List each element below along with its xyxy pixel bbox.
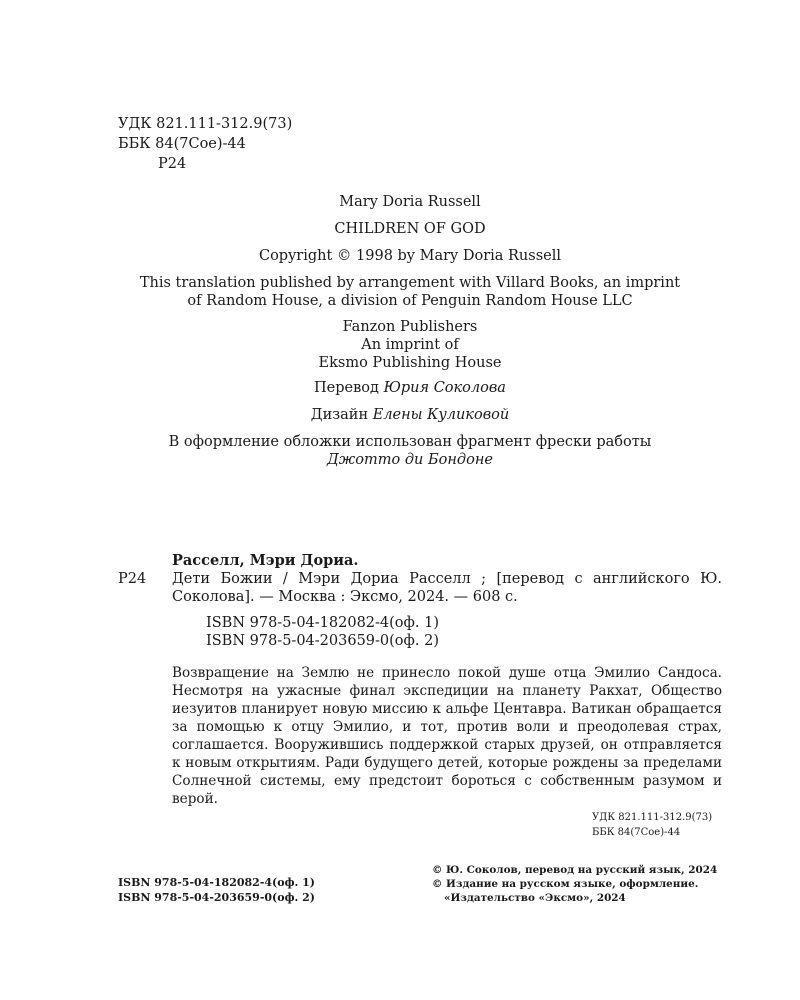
- translation-arrangement: [100, 274, 720, 310]
- original-author: Mary Doria Russell: [339, 194, 481, 210]
- footer-copyright-block: [432, 863, 717, 905]
- classification-block: [118, 114, 292, 174]
- design-credit: [100, 406, 720, 424]
- cover-line-1: В оформление обложки использован фрагмент фрески работы: [168, 434, 652, 450]
- footer-isbn-1: ISBN 978-5-04-182082-4(оф. 1): [118, 876, 316, 889]
- translator-name: Юрия Соколова: [383, 380, 506, 396]
- footer-isbn-2: ISBN 978-5-04-203659-0(оф. 2): [118, 891, 316, 904]
- publisher-line-3: Eksmo Publishing House: [318, 355, 502, 371]
- translation-line-1: This translation published by arrangement with Villard Books, an imprint: [139, 275, 681, 291]
- annotation-codes: [592, 810, 712, 840]
- udk-code: УДК 821.111-312.9(73): [118, 116, 293, 132]
- footer-copyright-3: «Издательство «Эксмо», 2024: [444, 892, 626, 904]
- original-title: CHILDREN OF GOD: [334, 221, 486, 237]
- bib-isbn-2: ISBN 978-5-04-203659-0(оф. 2): [206, 633, 439, 649]
- designer-name: Елены Куликовой: [372, 407, 510, 423]
- cover-artist: Джотто ди Бондоне: [327, 452, 493, 468]
- footer-copyright-1: © Ю. Соколов, перевод на русский язык, 2024: [432, 864, 718, 876]
- publisher-line-1: Fanzon Publishers: [342, 319, 478, 335]
- bbk-code: ББК 84(7Сое)-44: [118, 136, 246, 152]
- publisher-line-2: An imprint of: [361, 337, 459, 353]
- translator-prefix: Перевод: [314, 380, 379, 396]
- translation-line-2: of Random House, a division of Penguin Random House LLC: [187, 293, 633, 309]
- bib-isbn-list: [118, 614, 722, 650]
- annotation-bbk: ББК 84(7Сое)-44: [592, 827, 681, 838]
- bibliographic-record: [118, 552, 722, 650]
- design-prefix: Дизайн: [310, 407, 369, 423]
- footer-copyright-2: © Издание на русском языке, оформление.: [432, 878, 699, 890]
- translator-credit: [100, 379, 720, 397]
- bib-author-heading: Расселл, Мэри Дориа.: [172, 552, 359, 569]
- author-mark: Р24: [158, 156, 187, 172]
- annotation-udk: УДК 821.111-312.9(73): [592, 812, 713, 823]
- bib-author-mark: Р24: [118, 571, 147, 587]
- cover-credit: [100, 433, 720, 469]
- bib-description: Дети Божии / Мэри Дориа Расселл ; [перевод с английского Ю. Соколова]. — Москва : Эксмо, 2024. — 608 с.: [172, 571, 722, 605]
- bib-isbn-1: ISBN 978-5-04-182082-4(оф. 1): [206, 615, 439, 631]
- footer-isbn-block: [118, 875, 315, 905]
- publisher-block: [100, 318, 720, 372]
- annotation: Возвращение на Землю не принесло покой душе отца Эмилио Сандоса. Несмотря на ужасные финал экспедиции на планету Ракхат, Общество иезуитов планирует новую миссию к альфе Центавра. Ватикан обращается за помощью к отцу Эмилио, и тот, против воли и преодолевая страх, соглашается. Вооружившись поддержкой старых друзей, он отправляется к новым открытиям. Ради будущего детей, которые рождены за пределами Солнечной системы, ему предстоит бороться с собственным разумом и верой.: [172, 665, 722, 807]
- copyright-notice: Copyright © 1998 by Mary Doria Russell: [258, 248, 562, 264]
